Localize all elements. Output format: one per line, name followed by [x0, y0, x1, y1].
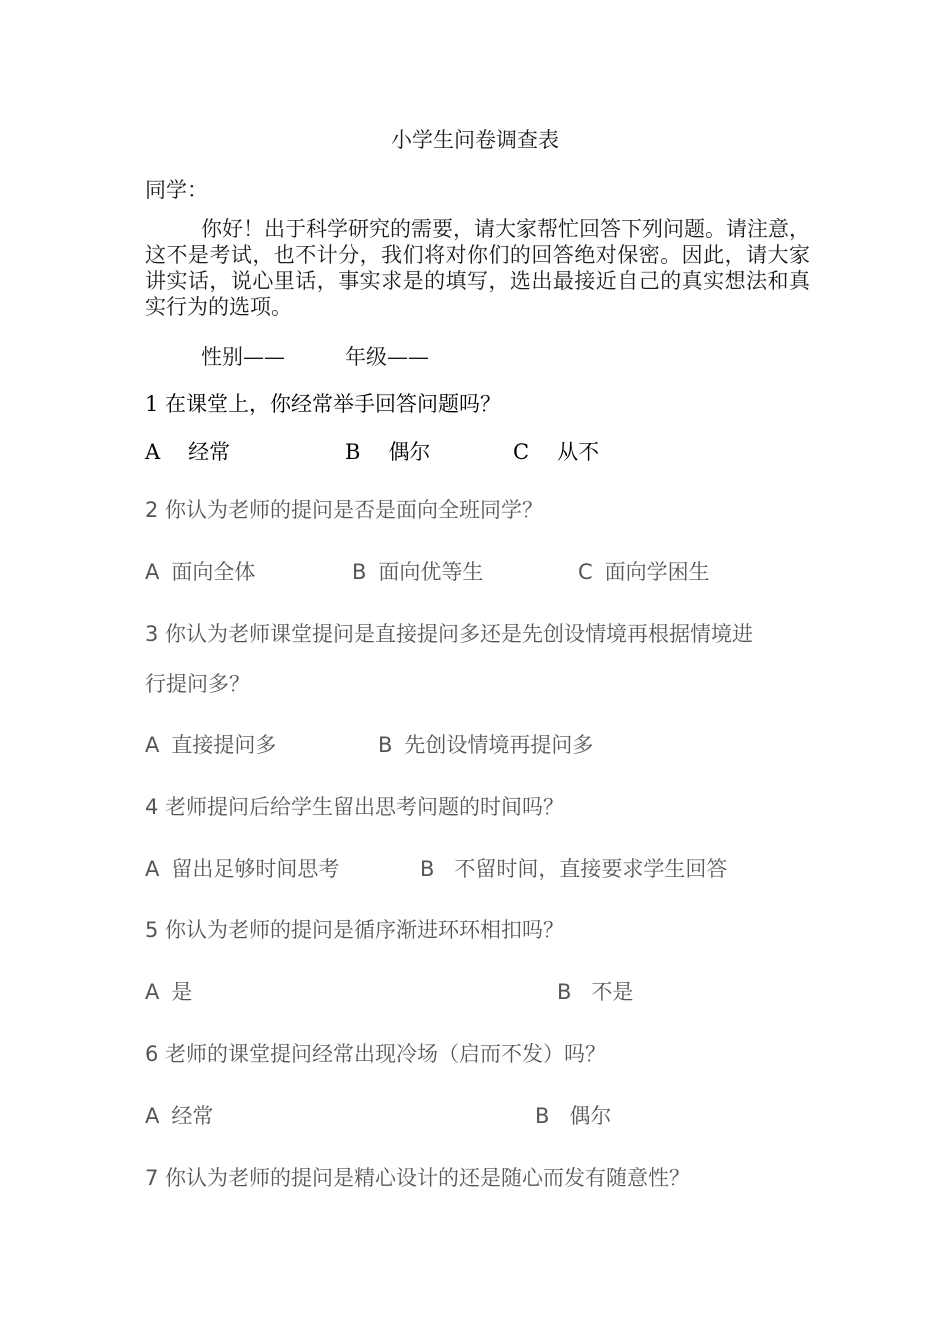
option-text: 面向学困生 [604, 560, 710, 584]
question-1: 1 在课堂上，你经常举手回答问题吗？ [145, 392, 502, 416]
option-letter: B [420, 857, 435, 881]
option-text: 留出足够时间思考 [171, 857, 340, 881]
question-5: 5 你认为老师的提问是循序渐进环环相扣吗？ [145, 918, 565, 942]
question-6-option-a [145, 1100, 213, 1130]
question-2-option-a [145, 556, 255, 586]
option-text: 经常 [188, 440, 231, 464]
option-letter: B [345, 440, 361, 464]
option-letter: C [578, 560, 593, 584]
question-2: 2 你认为老师的提问是否是面向全班同学？ [145, 498, 544, 522]
question-4-option-a [145, 853, 339, 883]
option-letter: B [535, 1104, 550, 1128]
option-text: 不是 [591, 980, 634, 1004]
option-text: 经常 [171, 1104, 214, 1128]
question-5-option-b [557, 976, 633, 1006]
question-2-option-b [352, 556, 483, 586]
grade-field: 年级—— [345, 345, 429, 369]
question-5-option-a [145, 976, 192, 1006]
question-7: 7 你认为老师的提问是精心设计的还是随心而发有随意性？ [145, 1166, 691, 1190]
page-title: 小学生问卷调查表 [391, 128, 559, 152]
option-letter: A [145, 440, 161, 464]
option-letter: A [145, 733, 160, 757]
question-3-line-1: 3 你认为老师课堂提问是直接提问多还是先创设情境再根据情境进 [145, 622, 754, 646]
intro-paragraph: 你好！出于科学研究的需要，请大家帮忙回答下列问题。请注意，这不是考试，也不计分，我们将对你们的回答绝对保密。因此，请大家讲实话，说心里话，事实求是的填写，选出最接近自己的真实想法和真实行为的选项。 [145, 217, 810, 319]
question-3-line-2: 行提问多？ [145, 672, 250, 696]
option-letter: A [145, 980, 160, 1004]
option-letter: B [378, 733, 393, 757]
option-letter: A [145, 560, 160, 584]
question-6-option-b [535, 1100, 611, 1130]
option-letter: A [145, 857, 160, 881]
option-letter: B [352, 560, 367, 584]
gender-field: 性别—— [201, 345, 285, 369]
option-text: 从不 [557, 440, 600, 464]
option-text: 不留时间，直接要求学生回答 [454, 857, 728, 881]
option-text: 是 [171, 980, 193, 1004]
option-letter: C [513, 440, 530, 464]
question-2-option-c [578, 556, 710, 586]
question-3-option-b [378, 729, 593, 759]
question-3-option-a [145, 729, 276, 759]
question-1-option-a [145, 436, 230, 466]
question-4: 4 老师提问后给学生留出思考问题的时间吗？ [145, 795, 565, 819]
option-text: 面向优等生 [378, 560, 484, 584]
option-text: 面向全体 [171, 560, 256, 584]
option-text: 偶尔 [388, 440, 431, 464]
question-1-option-c [513, 436, 599, 466]
question-1-option-b [345, 436, 430, 466]
option-letter: A [145, 1104, 160, 1128]
question-4-option-b [420, 853, 727, 883]
question-6: 6 老师的课堂提问经常出现冷场（启而不发）吗？ [145, 1042, 607, 1066]
option-text: 先创设情境再提问多 [404, 733, 594, 757]
option-letter: B [557, 980, 572, 1004]
option-text: 直接提问多 [171, 733, 277, 757]
salutation: 同学： [145, 178, 208, 202]
option-text: 偶尔 [569, 1104, 612, 1128]
